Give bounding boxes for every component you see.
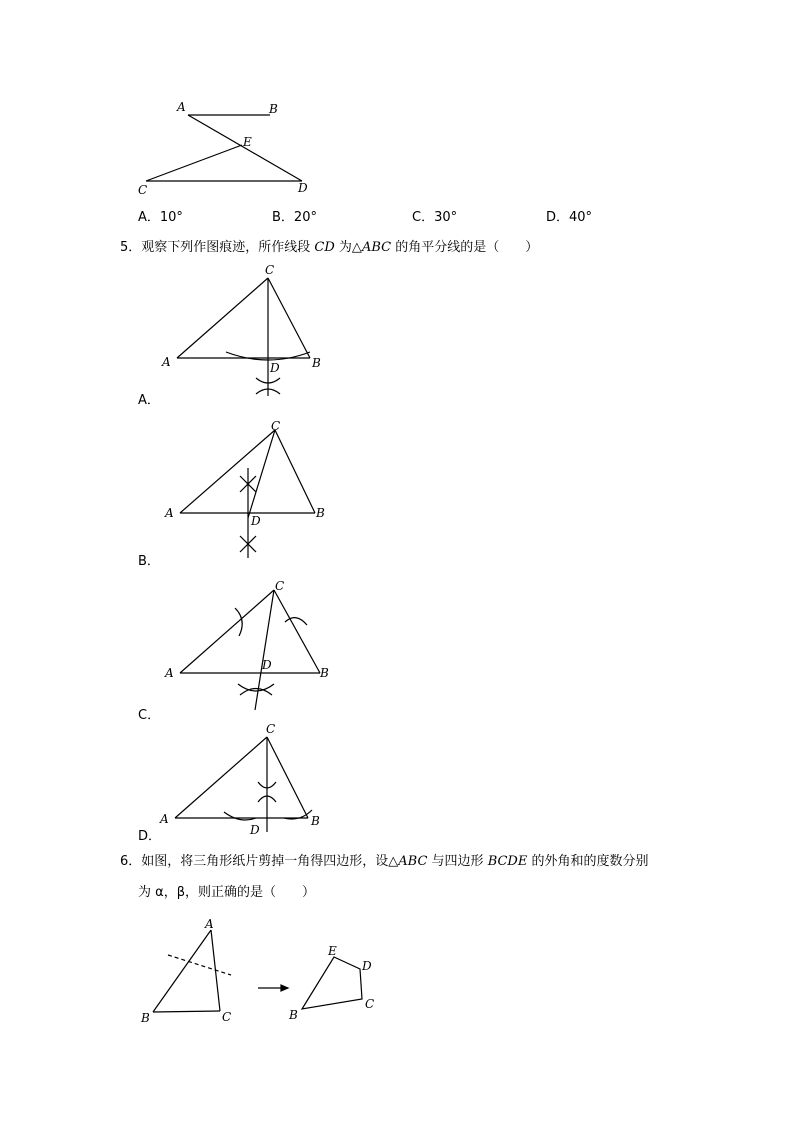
q5a-label-c: C [265,263,275,277]
q6-label-b-triangle: B [141,1011,150,1025]
q5c-label-a: A [165,666,174,680]
q5-stem [120,239,538,257]
q5-triangle-abc: ABC [361,240,392,255]
q5-text-after: 的角平分线的是（ ） [391,240,539,255]
q4-label-a: A [177,100,186,114]
q5-text-mid: 为△ [334,240,362,255]
q5d-label-b: B [311,814,320,828]
q5a-label-a: A [162,355,171,369]
q5d-label-d: D [250,823,260,837]
q6-number: 6． [120,854,142,869]
q5b-label-c: C [271,419,281,433]
q5c-label-d: D [262,658,272,672]
q6-stem-line2: 为 α，β，则正确的是（ ） [138,885,315,900]
q5-figure-b [160,418,340,563]
q6-label-d: D [362,959,372,973]
q5b-label-b: B [316,506,325,520]
q5-option-d-label: D． [138,829,162,844]
q4-option-b: B．20° [272,210,317,225]
q4-label-d: D [298,181,308,195]
q4-option-a: A．10° [138,210,183,225]
q5-figure-c [160,578,340,718]
q6-triangle-abc: ABC [398,854,428,869]
q5-option-c-label: C． [138,708,161,723]
q5-number: 5． [120,240,142,255]
q5d-label-c: C [266,722,276,736]
q5-figure-a [160,262,340,402]
q6-line1-before: 如图，将三角形纸片剪掉一角得四边形，设△ [141,854,399,869]
q4-label-e: E [243,135,252,149]
q6-label-e: E [328,944,337,958]
q4-option-d: D．40° [546,210,593,225]
q6-line1-mid: 与四边形 [427,854,488,869]
q4-label-b: B [269,102,278,116]
q5c-label-c: C [275,579,285,593]
q6-label-c-triangle: C [222,1010,232,1024]
q5-figure-d [160,722,340,842]
q6-label-a: A [205,917,214,931]
q6-stem-line1 [120,853,648,871]
q5c-label-b: B [320,666,329,680]
q6-label-b-quad: B [289,1008,298,1022]
q6-figure [136,915,396,1030]
q5-option-a-label: A． [138,393,160,408]
q5a-label-d: D [270,361,280,375]
q6-line1-after: 的外角和的度数分别 [527,854,649,869]
q5a-label-b: B [312,356,321,370]
q5-option-b-label: B． [138,554,160,569]
q6-quadrilateral-bcde: BCDE [487,854,528,869]
q4-figure [130,95,320,205]
q5b-label-a: A [165,506,174,520]
q5b-label-d: D [251,514,261,528]
q4-label-c: C [138,183,148,197]
q6-label-c-quad: C [365,997,375,1011]
q5d-label-a: A [160,812,169,826]
q5-segment-cd: CD [314,240,335,255]
q4-option-c: C．30° [412,210,458,225]
q5-text-before: 观察下列作图痕迹，所作线段 [141,240,315,255]
